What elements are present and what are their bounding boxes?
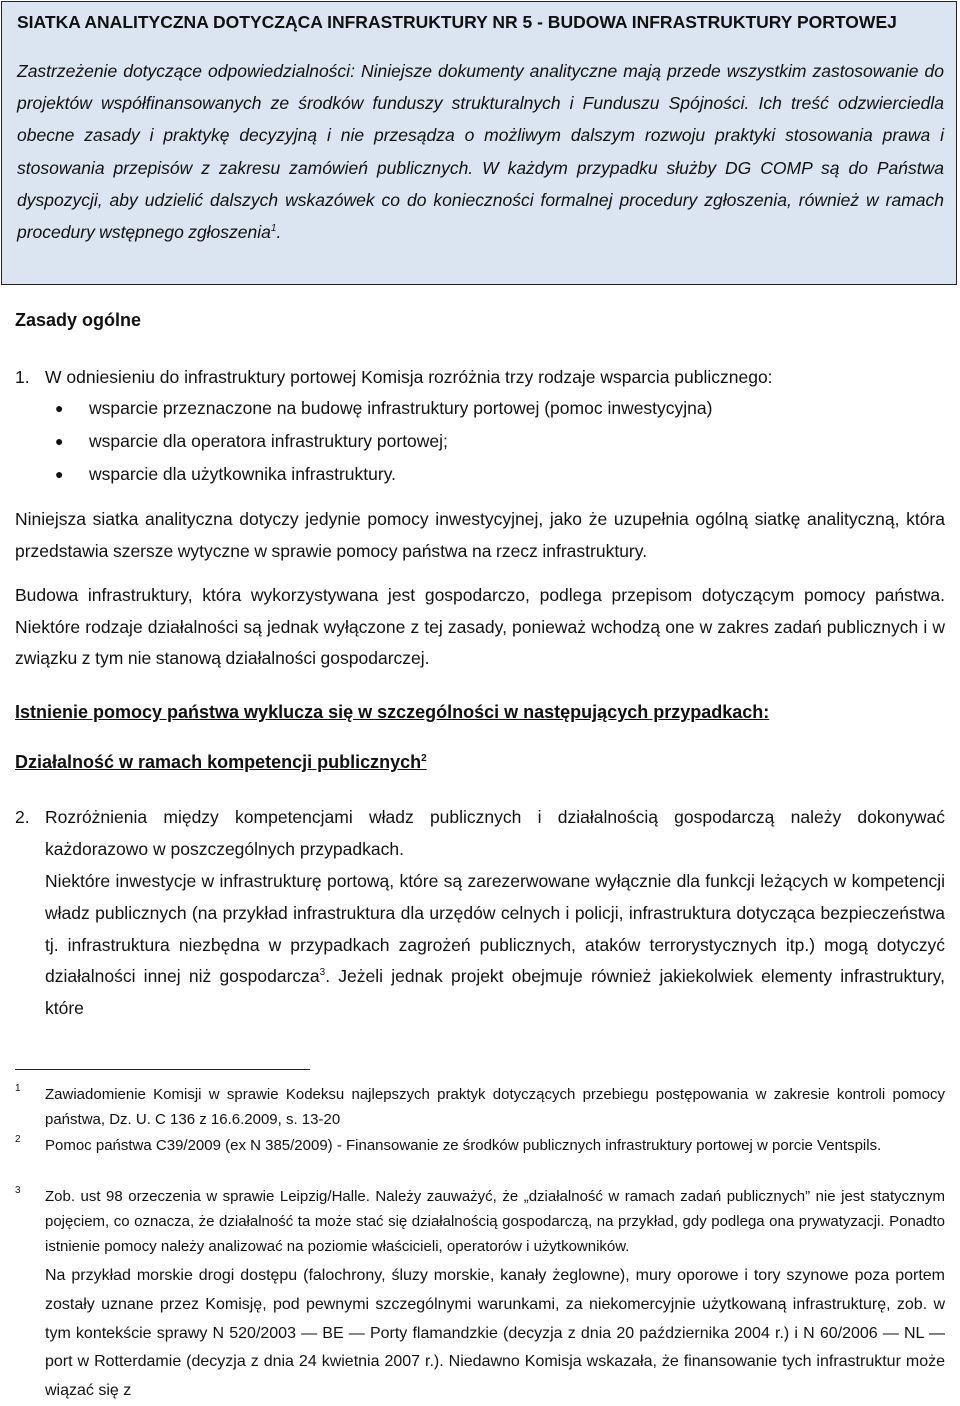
subheading-text: Działalność w ramach kompetencji publicznych: [15, 752, 422, 772]
paragraph-number: 2.: [15, 807, 30, 827]
footnote-3: [15, 1184, 945, 1259]
footnote-number: 1: [15, 1083, 21, 1094]
support-types-list: [55, 392, 712, 491]
paragraph-number: 1.: [15, 367, 30, 387]
paragraph-text: Rozróżnienia między kompetencjami władz publicznych i działalnością gospodarczą należy dokonywać każdorazowo w poszczególnych przypadkach.: [45, 807, 945, 859]
paragraph-body: Niektóre inwestycje w infrastrukturę portową, które są zarezerwowane wyłącznie dla funkcji leżących w kompetencji władz publicznych (na przykład infrastruktura dla urzędów celnych i policji, infrastruktura dotycząca bezpieczeństwa tj. infrastruktura niezbędna w przypadkach zagrożeń publicznych, ataków terrorystycznych itp.) mogą dotyczyć działalności innej niż gospodarcza: [45, 871, 945, 987]
list-item-text: wsparcie przeznaczone na budowę infrastruktury portowej (pomoc inwestycyjna): [89, 398, 713, 418]
footnote-ref-3[interactable]: 3: [319, 967, 326, 979]
disclaimer-box: [1, 1, 957, 285]
bullet-icon: ●: [55, 400, 64, 416]
footnote-2: [15, 1133, 945, 1158]
section-heading-general: Zasady ogólne: [15, 310, 142, 330]
list-item: [55, 425, 712, 458]
list-item: [55, 392, 712, 425]
document-title: SIATKA ANALITYCZNA DOTYCZĄCA INFRASTRUKTURY NR 5 - BUDOWA INFRASTRUKTURY PORTOWEJ: [17, 12, 897, 32]
paragraph-text: W odniesieniu do infrastruktury portowej Komisja rozróżnia trzy rodzaje wsparcia publicznego:: [45, 367, 773, 387]
footnote-1: [15, 1082, 945, 1132]
footnote-ref-1[interactable]: 1: [270, 223, 277, 235]
footnote-separator: [15, 1069, 310, 1070]
disclaimer-text: [17, 55, 944, 248]
numbered-paragraph-2: [15, 801, 945, 865]
footnote-3-continuation: Na przykład morskie drogi dostępu (falochrony, śluzy morskie, kanały żeglowne), mury oporowe i tory szynowe poza portem zostały uznane przez Komisję, pod pewnymi szczególnymi warunkami, za niekomercyjnie użytkowaną infrastrukturę, zob. w tym kontekście sprawy N 520/2003 — BE — Porty flamandzkie (decyzja z dnia 20 października 2004 r.) i N 60/2006 — NL — port w Rotterdamie (decyzja z dnia 24 kwietnia 2007 r.). Niedawno Komisja wskazała, że finansowanie tych infrastruktur może wiązać się z: [45, 1267, 945, 1400]
footnote-text: Zawiadomienie Komisji w sprawie Kodeksu najlepszych praktyk dotyczących przebiegu postępowania w zakresie kontroli pomocy państwa, Dz. U. C 136 z 16.6.2009, s. 13-20: [45, 1086, 945, 1128]
section-heading-exclusion: Istnienie pomocy państwa wyklucza się w szczególności w następujących przypadkach:: [15, 702, 770, 722]
numbered-paragraph-1: [15, 361, 945, 393]
paragraph-public-functions: [45, 866, 945, 1025]
footnote-ref-2[interactable]: 2: [421, 753, 427, 764]
disclaimer-body: Zastrzeżenie dotyczące odpowiedzialności: Niniejsze dokumenty analityczne mają przede wszystkim zastosowanie do projektów współfinansowanych ze środków funduszy strukturalnych i Funduszu Spójności. Ich treść odzwierciedla obecne zasady i praktykę decyzyjną i nie przesądza o możliwym dalszym rozwoju praktyki stosowania prawa i stosowania przepisów z zakresu zamówień publicznych. W każdym przypadku służby DG COMP są do Państwa dyspozycji, aby udzielić dalszych wskazówek co do konieczności formalnej procedury zgłoszenia, również w ramach procedury wstępnego zgłoszenia: [17, 61, 944, 243]
paragraph-economic-use: Budowa infrastruktury, która wykorzystywana jest gospodarczo, podlega przepisom dotyczącym pomocy państwa. Niektóre rodzaje działalności są jednak wyłączone z tej zasady, ponieważ wchodzą one w zakres zadań publicznych i w związku z tym nie stanową działalności gospodarczej.: [15, 585, 945, 668]
paragraph-end: . Jeżeli jednak projekt obejmuje również jakiekolwiek elementy infrastruktury, które: [45, 966, 945, 1019]
list-item: [55, 458, 712, 491]
paragraph-scope: Niniejsza siatka analityczna dotyczy jedynie pomocy inwestycyjnej, jako że uzupełnia ogólną siatkę analityczną, która przedstawia szersze wytyczne w sprawie pomocy państwa na rzecz infrastruktury.: [15, 509, 945, 561]
list-item-text: wsparcie dla użytkownika infrastruktury.: [89, 464, 397, 484]
footnote-number: 3: [15, 1185, 21, 1196]
bullet-icon: ●: [55, 433, 64, 449]
footnote-text: Zob. ust 98 orzeczenia w sprawie Leipzig/Halle. Należy zauważyć, że „działalność w ramach zadań publicznych” nie jest statycznym pojęciem, co oznacza, że działalność ta może stać się działalnością gospodarczą, na przykład, gdy podlega ona prywatyzacji. Ponadto istnienie pomocy należy analizować na poziomie właścicieli, operatorów i użytkowników.: [45, 1188, 945, 1255]
list-item-text: wsparcie dla operatora infrastruktury portowej;: [89, 431, 448, 451]
footnote-number: 2: [15, 1134, 21, 1145]
subheading-public-competences: [15, 752, 427, 773]
footnote-text: Pomoc państwa C39/2009 (ex N 385/2009) - Finansowanie ze środków publicznych infrastruktury portowej w porcie Ventspils.: [45, 1137, 882, 1154]
disclaimer-end: .: [276, 222, 282, 243]
bullet-icon: ●: [55, 466, 64, 482]
